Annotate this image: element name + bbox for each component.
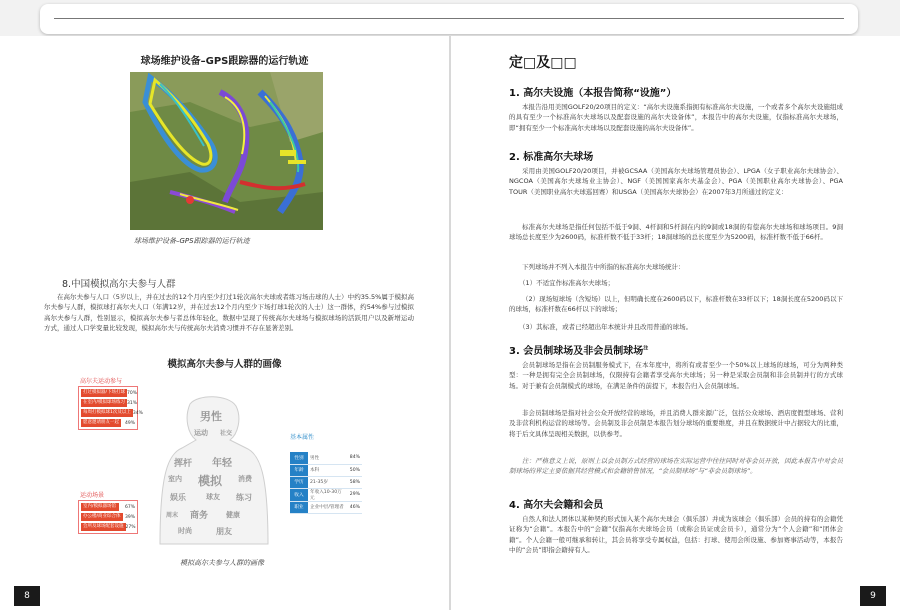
cloud-word: 练习 <box>236 493 252 502</box>
section1-body: 本报告沿用美国GOLF20/20项目的定义：“高尔夫设施系指拥有标准高尔夫设施，一个或者多个高尔夫设施组成的具有至少一个标准高尔夫球场以及配套设施的高尔夫设备体”，本报告中的高尔夫设施，仅指标准高尔夫球场，即“拥有至少一个标准高尔夫球场以及配套设施的高尔夫设备体”。 <box>509 103 843 132</box>
section3-title <box>509 342 648 357</box>
figure1-title: 球场维护设备–GPS跟踪器的运行轨迹 <box>140 56 309 67</box>
section8-body: 在高尔夫参与人口（5岁以上，并在过去的12个月内至少打过1轮次高尔夫球或者练习场击球的人士）中约35.5%属于模拟高尔夫参与人群，模拟球打高尔夫人口（年满12岁，并在过去12个月内至少下场打球1轮次的人士）这一群体，约54%参与过模拟高尔夫参与人群，性别显示，模拟高尔夫参与者总体年轻化，数据中呈现了传统高尔夫球场与模拟球场的活跃用户以及新增运动方式，通过人口学变量比较发现，模拟高尔夫与传统高尔夫消费习惯并不存在显著差别。 <box>44 293 414 333</box>
table-row: 学历 21-35岁 58% <box>290 476 362 488</box>
section2-title: 2. 标准高尔夫球场 <box>509 152 594 163</box>
section3-footnote-mark: 注 <box>643 345 649 352</box>
section2-body2: 标准高尔夫球场是指任何包括不低于9洞、4杆洞和5杆洞在内的9洞或18洞的有偿高尔夫球场和球场项目。9洞球场总长度至少为2600码，标准杆数不低于33杆；18洞球场的总长度至少为5200码，标准杆数不低于66杆。 <box>509 223 843 242</box>
section4-body: 自然人和法人团体以某种契约形式加入某个高尔夫球会（俱乐部）并成为该球会（俱乐部）会员的持有的会籍凭证称为“会籍”。本报告中的“会籍”仅指高尔夫球场会员（或称会员证或会员卡），通常分为“个人会籍”和“团体会籍”。个人会籍一般可继承和转让，其会员将享受专属权益，包括：打球、使用会所设施、参加赛事活动等，本报告中的“会员”即指会籍持有人。 <box>509 515 843 555</box>
cloud-word: 周末 <box>166 512 179 519</box>
section2-list-intro: 下列球场并不列入本报告中所指的标准高尔夫球场统计： <box>522 263 685 271</box>
figure2-title: 模拟高尔夫参与人群的画像 <box>167 359 282 370</box>
table-row: 性别 男性 84% <box>290 452 362 464</box>
section2-body1: 采用由美国GOLF20/20项目，并被GCSAA（美国高尔夫球场管理员协会）、LPGA（女子职业高尔夫球协会）、NGCOA（美国高尔夫球场业主协会）、NGF（美国国家高尔夫基金会）、PGA（美国职业高尔夫球协会）、PGA TOUR（美国职业高尔夫球巡回赛）和USGA（美国高尔夫球协会）在2007年3月所通过的定义： <box>509 167 843 196</box>
golfer-word-cloud <box>150 394 278 544</box>
section2-list-item: （2）现场短球场（含短场）以上，但明确长度在2600码以下，标准杆数在33杆以下；18洞长度在5200码以下的球场，标准杆数在66杆以下的球场； <box>509 295 843 314</box>
table-row: 年龄 本科 50% <box>290 464 362 476</box>
cloud-word: 健康 <box>226 511 240 519</box>
section1-title: 1. 高尔夫设施（本报告简称“设施”） <box>509 88 677 99</box>
participation-row: 愿意邀请朋友一起 49% <box>83 420 135 426</box>
section3-body1: 会员制球场是指在会员制服务模式下，在本年度中，将所有或者至少一个50%以上球场的球场，可分为两种类型：一种是拥有完全会员制球场，仅限持有会籍者享受高尔夫球场；另一种是采取会员制和非会员制并行的方式球场。对于兼有会员制模式的球场，在满足条件的前提下，本报告归入会员制球场。 <box>509 361 843 390</box>
scenario-box-title: 运动场景 <box>80 492 105 499</box>
section2-list-item: （3）其标准，或者已经超出年本统计并且改用普通的球场。 <box>519 323 693 331</box>
section4-title: 4. 高尔夫会籍和会员 <box>509 500 604 511</box>
top-toolbar <box>40 4 858 34</box>
section8-title: 8.中国模拟高尔夫参与人群 <box>62 279 176 290</box>
figure2-caption: 模拟高尔夫参与人群的画像 <box>180 559 264 567</box>
cloud-word: 商务 <box>190 511 209 521</box>
figure1-caption: 球场维护设备–GPS跟踪器的运行轨迹 <box>134 237 250 245</box>
scenario-row: 办公楼/商业综合体 39% <box>83 514 135 520</box>
toolbar-rule <box>54 18 844 19</box>
cloud-word: 球友 <box>206 493 220 501</box>
scenario-row: 会所及球场配套设施 27% <box>83 524 136 530</box>
cloud-word: 挥杆 <box>174 459 193 469</box>
cloud-word: 朋友 <box>216 527 232 536</box>
section3-body2: 非会员制球场是指对社会公众开放经营的球场，并且消费人群来源广泛，包括公众球场、酒店度假型球场、营利及非营利机构运营的球场等。会员制及非会员制是本报告划分球场的重要维度，并且在数据统计中占据较大的比重，将于后文具体呈现相关数据，以供参考。 <box>509 409 843 438</box>
gps-track-aerial-image <box>130 72 323 230</box>
attributes-table-title: 基本属性 <box>290 434 315 441</box>
participation-row: 每周打模拟球1次及以上 34% <box>83 410 143 416</box>
participation-box <box>78 386 143 430</box>
attributes-table <box>290 452 362 514</box>
scenario-box <box>78 500 138 534</box>
cloud-word: 消费 <box>238 475 252 483</box>
cloud-word: 时尚 <box>178 527 192 535</box>
participation-row: 打过模拟器/下场打球 70% <box>83 390 138 396</box>
left-page <box>0 36 449 610</box>
page-number-left: 8 <box>14 586 40 606</box>
page-number-right: 9 <box>860 586 886 606</box>
cloud-word: 室内 <box>168 475 182 483</box>
cloud-word: 娱乐 <box>170 493 186 502</box>
cloud-word: 男性 <box>200 410 222 423</box>
definitions-heading: 定□及□□ <box>509 55 577 71</box>
section3-title-text: 3. 会员制球场及非会员制球场 <box>509 346 644 357</box>
cloud-word: 社交 <box>220 430 233 437</box>
section3-note: 注：严格意义上说，原则上以会员制方式经营的球场在实际运营中往往同时对非会员开放，因此本报告中对会员制球场的界定主要依据其经营模式和会籍销售情况，“会员制球场”与“非会员制球场”。 <box>509 457 843 476</box>
cloud-word: 模拟 <box>198 474 223 488</box>
participation-row: 在室内/模拟球场练习 31% <box>83 400 138 406</box>
cloud-word: 年轻 <box>212 458 232 469</box>
scenario-row: 室内/模拟器场馆 67% <box>83 504 135 510</box>
participation-box-title: 高尔夫运动参与 <box>80 378 123 385</box>
cloud-word: 运动 <box>194 429 208 437</box>
right-page <box>451 36 900 610</box>
table-row: 收入 年收入10-30万元 29% <box>290 488 362 501</box>
section2-list-item: （1）不适宜作标准高尔夫球场； <box>519 279 615 287</box>
table-row: 职业 企业中层/管理者 46% <box>290 501 362 513</box>
persona-infographic <box>68 376 362 550</box>
